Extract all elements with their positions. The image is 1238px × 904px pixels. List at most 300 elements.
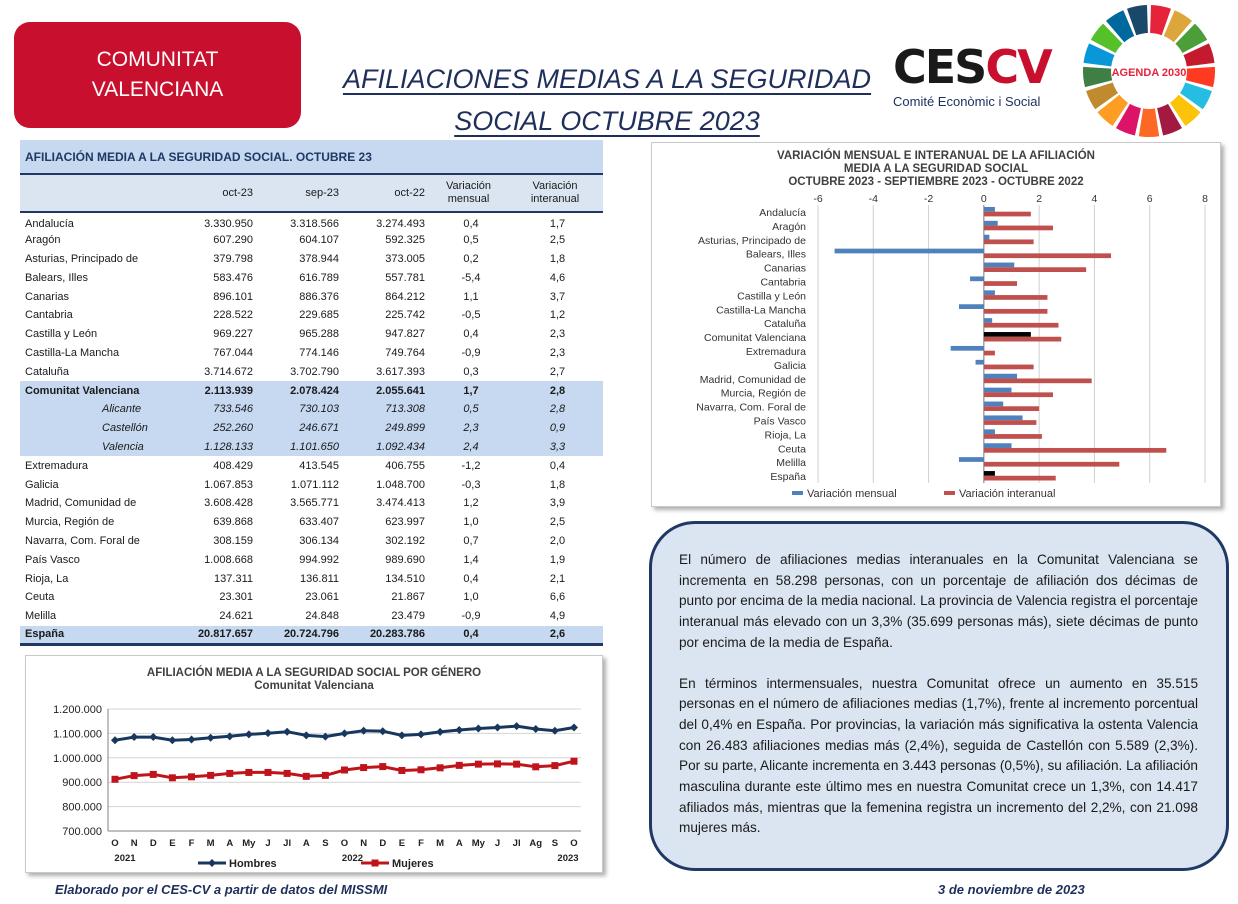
cell-oct22: 2.055.641: [344, 381, 430, 400]
bar-category-label: Galicia: [773, 359, 806, 372]
line-point-mujeres: [226, 770, 233, 777]
cell-oct23: 607.290: [213, 234, 253, 247]
bar-monthly: [984, 332, 1031, 337]
cell-sep23: 24.848: [305, 610, 339, 623]
cell-var-mensual: 1,7: [430, 381, 512, 400]
col-header-var-mensual: [430, 174, 512, 212]
table-row: [20, 212, 603, 231]
line-y-tick-label: 700.000: [62, 826, 102, 838]
cell-oct22: 3.474.413: [376, 497, 425, 510]
cell-oct23: 639.868: [213, 516, 253, 529]
cell-sep23: 1.071.112: [290, 478, 339, 491]
bar-legend-swatch: [792, 491, 803, 495]
line-x-tick-label: J: [494, 838, 501, 849]
bar-x-tick-label: -2: [923, 193, 934, 205]
bar-x-tick-label: 4: [1091, 193, 1098, 205]
cell-oct23: 1.008.668: [204, 553, 253, 566]
cell-sep23: 994.992: [299, 553, 339, 566]
cell-var-mensual: 1,4: [463, 553, 479, 566]
bar-monthly: [984, 429, 995, 434]
col-header-var-interanual: [512, 174, 603, 212]
bar-x-tick-label: 2: [1036, 193, 1043, 205]
col-header-var-mensual-2: mensual: [447, 193, 490, 205]
cell-sep23: 378.944: [299, 252, 339, 265]
line-point-mujeres: [360, 764, 367, 771]
cell-oct23: 896.101: [213, 290, 253, 303]
line-x-tick-label: D: [379, 838, 387, 849]
bar-monthly: [835, 249, 984, 254]
cell-oct23: 767.044: [213, 346, 253, 359]
cell-oct23: 308.159: [213, 534, 253, 547]
summary-text-box: [649, 521, 1229, 871]
bar-monthly: [984, 235, 990, 240]
cell-var-mensual: 0,5: [463, 234, 479, 247]
line-x-tick-label: A: [302, 838, 310, 849]
line-x-tick-label: O: [340, 838, 349, 849]
bar-category-label: Castilla-La Mancha: [716, 304, 806, 317]
bar-annual: [984, 462, 1119, 467]
line-point-mujeres: [571, 758, 578, 765]
region-badge: [14, 22, 301, 128]
cell-var-interanual: 2,5: [549, 234, 566, 247]
line-point-hombres: [436, 728, 444, 736]
line-point-hombres: [264, 729, 272, 737]
bar-monthly: [984, 374, 1017, 379]
bar-chart-title-2: MEDIA A LA SEGURIDAD SOCIAL: [843, 163, 1029, 175]
cell-oct23: 137.311: [214, 572, 253, 585]
gender-line-chart: [25, 655, 603, 873]
cell-var-interanual: 6,6: [549, 591, 566, 604]
page-title-line-2: SOCIAL OCTUBRE 2023: [454, 106, 760, 136]
cell-var-mensual: 1,0: [463, 591, 479, 604]
table-row: [20, 344, 603, 363]
cell-region-name: Alicante: [20, 400, 160, 419]
cell-sep23: 23.061: [305, 591, 339, 604]
cell-var-interanual: 2,5: [549, 516, 566, 529]
bar-category-label: Cataluña: [763, 318, 806, 331]
bar-x-tick-label: 6: [1146, 193, 1153, 205]
bar-annual: [984, 337, 1061, 342]
bar-chart-title-3: OCTUBRE 2023 - SEPTIEMBRE 2023 - OCTUBRE 2022: [788, 176, 1084, 188]
cell-oct22: 20.283.786: [344, 626, 430, 645]
cell-region-name: Andalucía: [25, 217, 74, 230]
bar-monthly: [984, 402, 1003, 407]
cell-var-interanual: 3,3: [512, 438, 603, 457]
line-point-hombres: [417, 730, 425, 738]
bar-x-tick-label: 0: [980, 193, 987, 205]
bar-x-tick-label: -4: [868, 193, 878, 205]
bar-x-tick-label: 8: [1202, 193, 1208, 205]
region-line-1: COMUNITAT: [96, 48, 219, 71]
cell-sep23: 229.685: [299, 309, 339, 322]
bar-annual: [984, 434, 1042, 439]
table-row: [20, 231, 603, 250]
table-row: [20, 325, 603, 344]
table-row: [20, 438, 603, 457]
line-point-hombres: [207, 734, 215, 742]
bar-monthly: [984, 388, 1012, 393]
line-point-mujeres: [494, 760, 501, 767]
table-row: [20, 306, 603, 325]
table-row: [20, 250, 603, 269]
cell-oct23: 3.714.672: [204, 365, 253, 378]
bar-annual: [984, 212, 1031, 217]
line-point-hombres: [188, 736, 196, 744]
line-point-mujeres: [418, 766, 425, 773]
bar-category-label: Balears, Illes: [745, 248, 806, 261]
line-point-hombres: [455, 726, 463, 734]
affiliation-table: [20, 140, 603, 646]
line-point-hombres: [494, 724, 502, 732]
cell-oct23: 969.227: [213, 328, 253, 341]
bar-monthly: [984, 207, 995, 212]
line-x-tick-label: My: [471, 838, 485, 849]
table-row: [20, 362, 603, 381]
cell-sep23: 633.407: [299, 516, 339, 529]
line-point-mujeres: [265, 769, 272, 776]
line-point-mujeres: [112, 776, 119, 783]
cell-sep23: 3.318.566: [290, 217, 339, 230]
line-x-tick-label: F: [188, 838, 195, 849]
cell-region-name: Comunitat Valenciana: [20, 381, 160, 400]
cell-region-name: Asturias, Principado de: [25, 252, 139, 265]
line-x-tick-label: M: [206, 838, 215, 849]
cell-oct23: 3.608.428: [204, 497, 253, 510]
bar-monthly: [984, 290, 995, 295]
cell-oct22: 225.742: [385, 309, 425, 322]
line-year-label: 2022: [341, 853, 364, 864]
cell-oct23: 408.429: [213, 459, 253, 472]
bar-annual: [984, 351, 995, 356]
line-point-mujeres: [532, 763, 539, 770]
table-row: [20, 513, 603, 532]
bar-category-label: Castilla y León: [737, 290, 806, 303]
table-row: [20, 494, 603, 513]
cell-sep23: 413.545: [299, 459, 339, 472]
variation-bar-chart: [651, 142, 1221, 507]
col-header-name: [20, 174, 160, 212]
cell-region-name: Castilla y León: [25, 328, 98, 341]
bar-annual: [984, 253, 1111, 258]
line-legend-marker: [372, 860, 379, 867]
bar-monthly: [984, 443, 1012, 448]
cell-var-interanual: 2,1: [549, 572, 566, 585]
cell-sep23: 3.565.771: [290, 497, 339, 510]
cell-oct22: 947.827: [385, 328, 425, 341]
line-chart-title-1: AFILIACIÓN MEDIA A LA SEGURIDAD SOCIAL POR GÉNERO: [146, 667, 482, 679]
footer-source: Elaborado por el CES-CV a partir de datos del MISSMI: [55, 882, 388, 897]
line-point-mujeres: [475, 761, 482, 768]
table-row: [20, 381, 603, 400]
line-point-mujeres: [398, 767, 405, 774]
line-y-tick-label: 800.000: [62, 801, 102, 814]
bar-legend-label: Variación interanual: [959, 488, 1056, 500]
cell-var-mensual: 2,4: [430, 438, 512, 457]
cell-oct22: 249.899: [344, 419, 430, 438]
line-x-tick-label: M: [436, 838, 445, 849]
cell-sep23: 136.811: [300, 572, 339, 585]
bar-annual: [984, 267, 1086, 272]
line-x-tick-label: My: [242, 838, 256, 849]
line-x-tick-label: A: [226, 838, 234, 849]
col-header-oct22: oct-22: [344, 174, 430, 212]
cell-sep23: 306.134: [299, 534, 339, 547]
cell-region-name: Castellón: [20, 419, 160, 438]
table-row: [20, 456, 603, 475]
cell-region-name: Castilla-La Mancha: [25, 346, 120, 359]
line-legend-label: Mujeres: [392, 858, 434, 870]
cell-sep23: 1.101.650: [258, 438, 344, 457]
bar-monthly: [951, 346, 984, 351]
line-x-tick-label: A: [455, 838, 463, 849]
cell-oct23: 24.621: [219, 610, 253, 623]
bar-annual: [984, 476, 1056, 481]
cell-oct23: 1.128.133: [160, 438, 258, 457]
cell-sep23: 20.724.796: [258, 626, 344, 645]
line-x-tick-label: S: [551, 838, 559, 849]
cell-var-interanual: 2,6: [512, 626, 603, 645]
cell-var-interanual: 2,8: [512, 381, 603, 400]
line-x-tick-label: E: [398, 838, 406, 849]
line-x-tick-label: O: [570, 838, 578, 849]
line-x-tick-label: S: [322, 838, 329, 849]
col-header-sep23: sep-23: [258, 174, 344, 212]
bar-annual: [984, 281, 1017, 286]
line-legend-marker: [208, 859, 216, 867]
cell-region-name: Extremadura: [25, 459, 88, 472]
col-header-var-interanual-2: interanual: [530, 193, 580, 205]
bar-monthly: [984, 471, 995, 476]
bar-category-label: Canarias: [763, 262, 806, 275]
cell-var-mensual: -0,9: [461, 610, 481, 623]
line-point-hombres: [379, 727, 387, 735]
bar-category-label: Melilla: [776, 457, 806, 470]
line-point-mujeres: [379, 763, 386, 770]
agenda-2030-logo: [1078, 3, 1220, 139]
line-point-mujeres: [303, 773, 310, 780]
cell-var-interanual: 2,0: [549, 534, 566, 547]
agenda-segment: [1083, 67, 1112, 87]
line-year-label: 2021: [114, 853, 136, 864]
cell-region-name: Navarra, Com. Foral de: [25, 534, 140, 547]
agenda-segment: [1186, 67, 1215, 87]
table-row: [20, 588, 603, 607]
cell-region-name: Ceuta: [25, 591, 55, 604]
cell-var-interanual: 0,9: [512, 419, 603, 438]
bar-monthly: [976, 360, 984, 365]
cell-region-name: Murcia, Región de: [25, 516, 115, 529]
line-x-tick-label: O: [111, 838, 119, 849]
cell-oct22: 749.764: [385, 346, 425, 359]
logo-cv-text: CV: [985, 40, 1051, 94]
bar-annual: [984, 226, 1053, 231]
bar-legend-swatch: [944, 491, 955, 495]
bar-annual: [984, 420, 1037, 425]
bar-monthly: [984, 415, 1023, 420]
cell-oct23: 20.817.657: [160, 626, 258, 645]
cell-oct22: 302.192: [385, 534, 425, 547]
cell-var-mensual: 0,4: [430, 626, 512, 645]
bar-annual: [984, 239, 1034, 244]
bar-monthly: [984, 221, 998, 226]
bar-category-label: País Vasco: [753, 415, 806, 428]
cell-var-mensual: -1,2: [461, 459, 481, 472]
line-point-hombres: [532, 725, 540, 733]
cell-var-mensual: 0,4: [463, 572, 479, 585]
cell-oct22: 1.092.434: [344, 438, 430, 457]
line-y-tick-label: 1.200.000: [53, 704, 102, 716]
cell-sep23: 616.789: [299, 271, 339, 284]
cell-region-name: País Vasco: [25, 553, 80, 566]
bar-category-label: Rioja, La: [764, 429, 806, 442]
bar-annual: [984, 448, 1166, 453]
cell-sep23: 730.103: [258, 400, 344, 419]
line-point-mujeres: [551, 762, 558, 769]
table-body: [20, 212, 603, 644]
cell-region-name: Canarias: [25, 290, 70, 303]
bar-category-label: Andalucía: [759, 206, 806, 219]
cell-oct23: 252.260: [160, 419, 258, 438]
cell-var-interanual: 1,8: [549, 478, 566, 491]
table-row: [20, 626, 603, 645]
cell-var-mensual: 0,4: [463, 217, 479, 230]
bar-category-label: Asturias, Principado de: [698, 234, 806, 247]
bar-annual: [984, 378, 1092, 383]
cell-sep23: 774.146: [299, 346, 339, 359]
cell-sep23: 246.671: [258, 419, 344, 438]
line-x-tick-label: Ag: [529, 838, 543, 849]
cell-region-name: Balears, Illes: [25, 271, 88, 284]
bar-legend-label: Variación mensual: [807, 488, 897, 500]
table-row: [20, 475, 603, 494]
cell-var-mensual: 0,7: [463, 534, 479, 547]
cell-var-mensual: 2,3: [430, 419, 512, 438]
cell-oct23: 3.330.950: [204, 217, 253, 230]
line-point-hombres: [149, 733, 157, 741]
logo-subtitle: Comité Econòmic i Social: [893, 94, 1041, 109]
agenda-segment: [1139, 109, 1159, 137]
line-point-mujeres: [150, 771, 157, 778]
table-title: AFILIACIÓN MEDIA A LA SEGURIDAD SOCIAL. OCTUBRE 23: [20, 140, 603, 173]
table-row: [20, 550, 603, 569]
cell-var-interanual: 1,7: [549, 217, 566, 230]
bar-monthly: [984, 263, 1014, 268]
line-point-hombres: [302, 731, 310, 739]
line-point-hombres: [168, 736, 176, 744]
bar-category-label: Extremadura: [745, 345, 806, 358]
cell-var-interanual: 2,3: [549, 328, 566, 341]
cell-sep23: 2.078.424: [258, 381, 344, 400]
cell-var-mensual: 0,4: [463, 328, 479, 341]
cell-oct23: 1.067.853: [204, 478, 253, 491]
cell-oct22: 989.690: [385, 553, 425, 566]
cell-sep23: 965.288: [299, 328, 339, 341]
line-x-tick-label: N: [130, 838, 138, 849]
bar-annual: [984, 295, 1048, 300]
bar-category-label: Cantabria: [760, 276, 806, 289]
cell-region-name: Aragón: [25, 234, 61, 247]
cell-var-mensual: 0,2: [463, 252, 479, 265]
cell-region-name: Galicia: [25, 478, 59, 491]
summary-paragraph-1: El número de afiliaciones medias interanuales en la Comunitat Valenciana se incrementa en 58.298 personas, con un porcentaje de afiliación dos décimas de punto por encima de la media nacional. La provincia de Valencia registra el porcentaje interanual más elevado con un 3,3% (35.699 personas más), siete décimas de punto por encima de la media de España.: [679, 552, 1198, 650]
table-row: [20, 419, 603, 438]
cell-var-mensual: 0,5: [430, 400, 512, 419]
line-x-tick-label: Jl: [283, 838, 292, 849]
cell-var-interanual: 2,7: [549, 365, 566, 378]
col-header-oct23: oct-23: [160, 174, 258, 212]
cell-var-mensual: 1,0: [463, 516, 479, 529]
line-point-mujeres: [456, 762, 463, 769]
line-chart-canvas: [26, 656, 604, 874]
bar-monthly: [959, 304, 984, 309]
region-line-2: VALENCIANA: [91, 78, 224, 101]
line-point-mujeres: [169, 774, 176, 781]
cell-region-name: Melilla: [25, 610, 57, 623]
table-row: [20, 532, 603, 551]
line-point-mujeres: [131, 772, 138, 779]
cell-oct22: 864.212: [385, 290, 425, 303]
cell-var-mensual: -0,9: [461, 346, 481, 359]
cell-oct22: 3.274.493: [376, 217, 425, 230]
line-point-mujeres: [437, 764, 444, 771]
cell-var-interanual: 2,3: [549, 346, 566, 359]
cell-var-interanual: 1,9: [549, 553, 566, 566]
cell-var-mensual: -0,3: [461, 478, 481, 491]
cell-region-name: Madrid, Comunidad de: [25, 497, 137, 510]
cell-oct22: 23.479: [391, 610, 425, 623]
cell-oct23: 23.301: [219, 591, 253, 604]
line-point-mujeres: [341, 767, 348, 774]
cell-var-interanual: 2,8: [512, 400, 603, 419]
cell-region-name: Valencia: [20, 438, 160, 457]
cell-region-name: Cantabria: [25, 309, 73, 322]
bar-category-label: Navarra, Com. Foral de: [696, 401, 806, 414]
agenda-label: AGENDA 2030: [1111, 67, 1187, 79]
line-point-hombres: [474, 725, 482, 733]
bar-annual: [984, 406, 1039, 411]
line-point-hombres: [130, 733, 138, 741]
line-x-tick-label: D: [149, 838, 157, 849]
footer-date: 3 de noviembre de 2023: [938, 882, 1085, 897]
line-x-tick-label: E: [169, 838, 176, 849]
page-title: [318, 58, 896, 142]
cell-var-interanual: 3,7: [549, 290, 566, 303]
bar-category-label: Aragón: [772, 220, 806, 233]
col-header-var-mensual-1: Variación: [445, 180, 492, 192]
cell-oct23: 733.546: [160, 400, 258, 419]
cell-var-mensual: 1,1: [463, 290, 479, 303]
cell-oct23: 228.522: [213, 309, 253, 322]
line-y-tick-label: 1.100.000: [53, 728, 102, 741]
bar-category-label: Madrid, Comunidad de: [699, 373, 806, 386]
line-x-tick-label: N: [360, 838, 368, 849]
line-point-mujeres: [284, 770, 291, 777]
line-point-hombres: [341, 729, 349, 737]
bar-monthly: [984, 318, 992, 323]
cell-oct22: 592.325: [385, 234, 425, 247]
cell-var-interanual: 4,9: [549, 610, 566, 623]
line-legend-label: Hombres: [229, 858, 277, 870]
line-point-mujeres: [188, 773, 195, 780]
line-y-tick-label: 900.000: [62, 777, 102, 790]
cell-var-interanual: 1,2: [549, 309, 566, 322]
data-table: [20, 173, 603, 646]
cell-oct22: 1.048.700: [376, 478, 425, 491]
line-x-tick-label: J: [265, 838, 271, 849]
table-row: [20, 400, 603, 419]
line-point-mujeres: [322, 772, 329, 779]
cell-oct22: 373.005: [385, 252, 425, 265]
